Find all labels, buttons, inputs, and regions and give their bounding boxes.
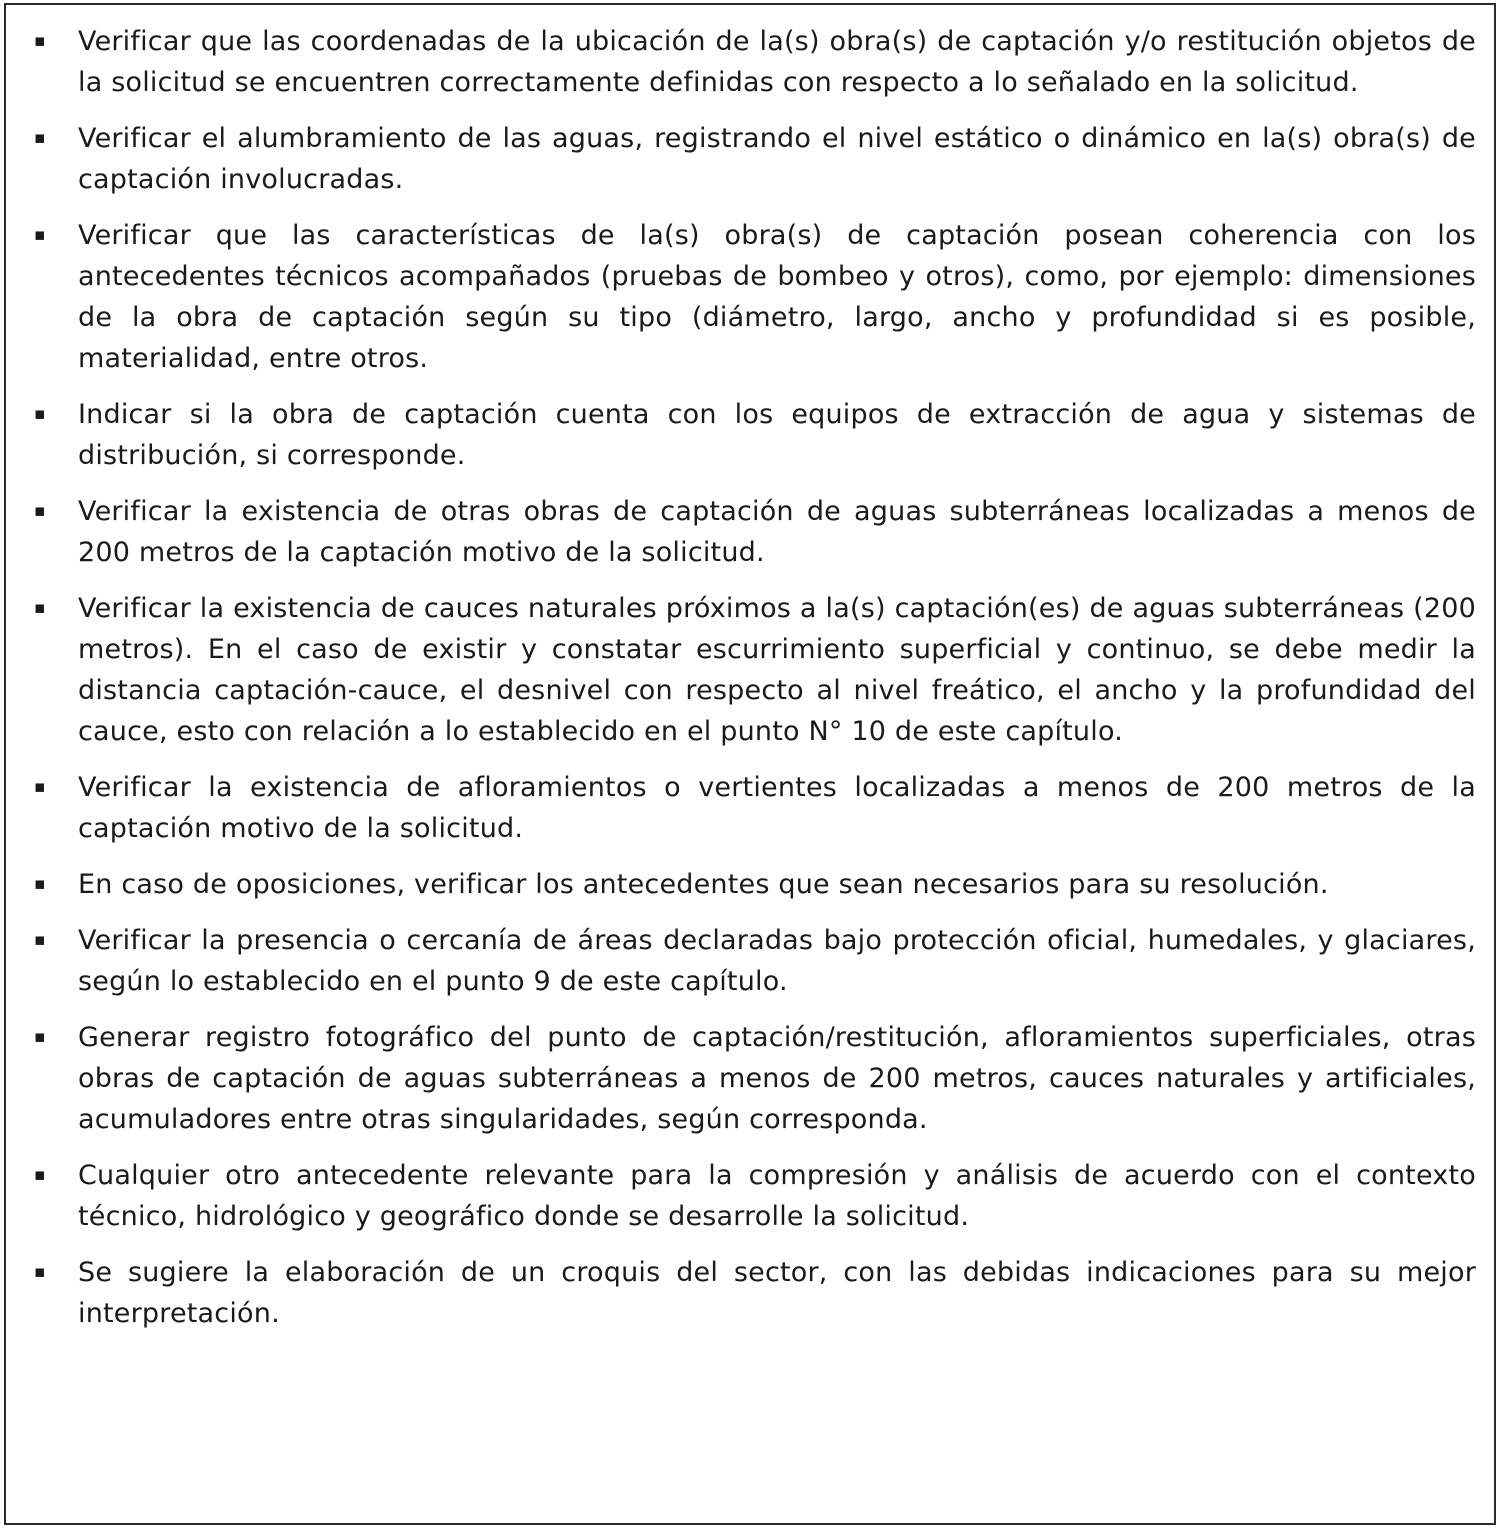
list-item (20, 215, 1480, 379)
list-item (20, 491, 1480, 573)
square-bullet-icon: ▪ (34, 874, 46, 894)
list-item-text: Generar registro fotográfico del punto de captación/restitución, afloramientos superficiales, otras obras de captación de aguas subterráneas a menos de 200 metros, cauces naturales y artificiales, acumuladores entre otras singularidades, según corresponda. (78, 1022, 1476, 1135)
list-item (20, 920, 1480, 1002)
list-item (20, 864, 1480, 905)
square-bullet-icon: ▪ (34, 1165, 46, 1185)
square-bullet-icon: ▪ (34, 501, 46, 521)
list-item-text: Indicar si la obra de captación cuenta con los equipos de extracción de agua y sistemas de distribución, si corresponde. (78, 399, 1476, 471)
square-bullet-icon: ▪ (34, 777, 46, 797)
square-bullet-icon: ▪ (34, 128, 46, 148)
document-page (4, 3, 1496, 1525)
square-bullet-icon: ▪ (34, 1027, 46, 1047)
square-bullet-icon: ▪ (34, 1262, 46, 1282)
square-bullet-icon: ▪ (34, 31, 46, 51)
list-item-text: Verificar la presencia o cercanía de áreas declaradas bajo protección oficial, humedales, y glaciares, según lo establecido en el punto 9 de este capítulo. (78, 925, 1476, 997)
list-item (20, 1252, 1480, 1334)
list-item (20, 1017, 1480, 1140)
list-item (20, 118, 1480, 200)
list-item-text: Verificar la existencia de otras obras de captación de aguas subterráneas localizadas a menos de 200 metros de la captación motivo de la solicitud. (78, 496, 1476, 568)
list-item-text: Verificar la existencia de cauces naturales próximos a la(s) captación(es) de aguas subterráneas (200 metros). En el caso de existir y constatar escurrimiento superficial y continuo, se debe medir la distancia captación-cauce, el desnivel con respecto al nivel freático, el ancho y la profundidad del cauce, esto con relación a lo establecido en el punto N° 10 de este capítulo. (78, 593, 1476, 747)
square-bullet-icon: ▪ (34, 598, 46, 618)
list-item-text: Verificar que las coordenadas de la ubicación de la(s) obra(s) de captación y/o restitución objetos de la solicitud se encuentren correctamente definidas con respecto a lo señalado en la solicitud. (78, 26, 1476, 98)
list-item (20, 588, 1480, 752)
square-bullet-icon: ▪ (34, 404, 46, 424)
square-bullet-icon: ▪ (34, 225, 46, 245)
list-item-text: Verificar la existencia de afloramientos o vertientes localizadas a menos de 200 metros de la captación motivo de la solicitud. (78, 772, 1476, 844)
list-item (20, 21, 1480, 103)
list-item-text: Verificar el alumbramiento de las aguas, registrando el nivel estático o dinámico en la(s) obra(s) de captación involucradas. (78, 123, 1476, 195)
bullet-list (20, 21, 1480, 1334)
list-item (20, 767, 1480, 849)
list-item-text: Verificar que las características de la(s) obra(s) de captación posean coherencia con los antecedentes técnicos acompañados (pruebas de bombeo y otros), como, por ejemplo: dimensiones de la obra de captación según su tipo (diámetro, largo, ancho y profundidad si es posible, materialidad, entre otros. (78, 220, 1476, 374)
list-item (20, 1155, 1480, 1237)
list-item-text: Cualquier otro antecedente relevante para la compresión y análisis de acuerdo con el contexto técnico, hidrológico y geográfico donde se desarrolle la solicitud. (78, 1160, 1476, 1232)
list-item (20, 394, 1480, 476)
square-bullet-icon: ▪ (34, 930, 46, 950)
list-item-text: En caso de oposiciones, verificar los antecedentes que sean necesarios para su resolución. (78, 869, 1329, 900)
list-item-text: Se sugiere la elaboración de un croquis del sector, con las debidas indicaciones para su mejor interpretación. (78, 1257, 1476, 1329)
